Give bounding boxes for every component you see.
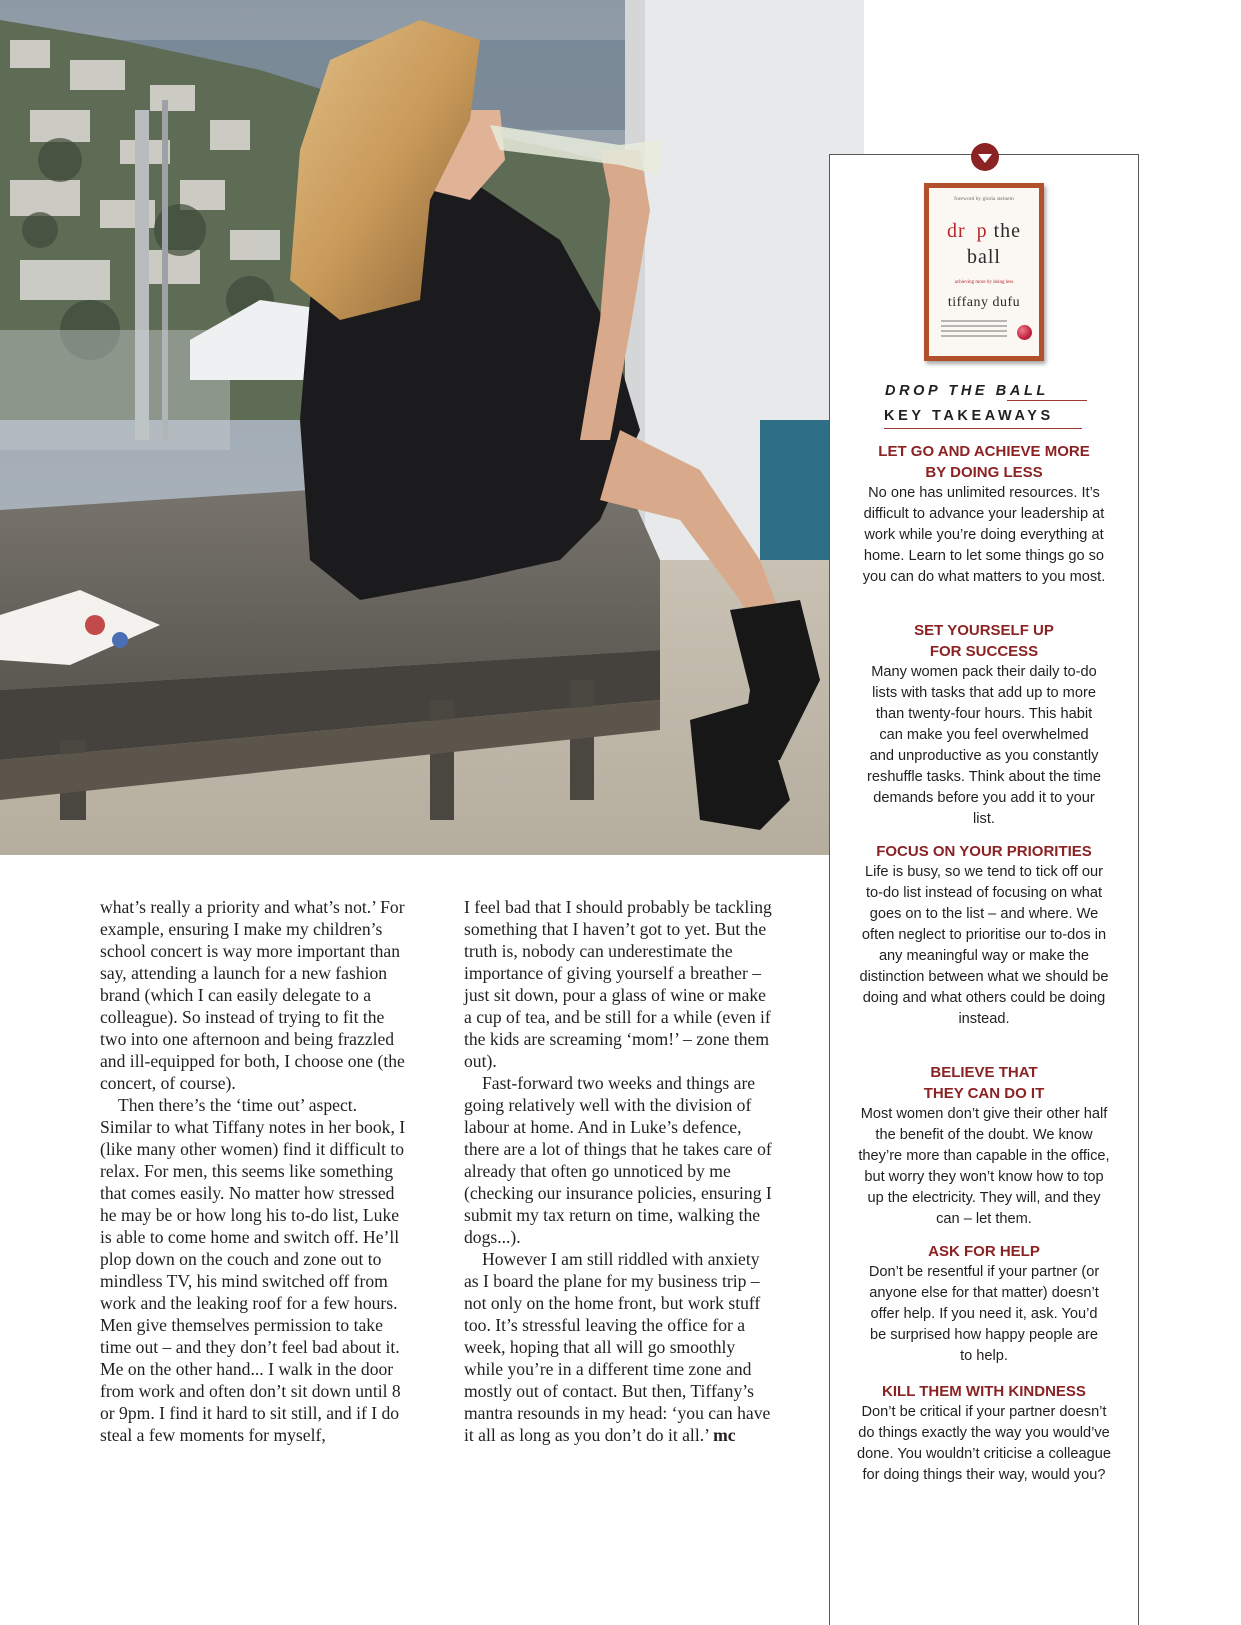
photo-illustration [0, 0, 864, 855]
sidebar-subtitle: KEY TAKEAWAYS [884, 408, 1054, 424]
article-paragraph: Fast-forward two weeks and things are going relatively well with the division of labour at home. And in Luke’s defence, there are a lot of things that he takes care of already that often go unnoticed by me (checking our insurance policies, ensuring I submit my tax return on time, walking the dogs...). [464, 1073, 772, 1247]
takeaway-6 [857, 1381, 1111, 1486]
hero-photo [0, 0, 864, 855]
article-paragraph [464, 1248, 776, 1446]
article-column-right [464, 896, 776, 1446]
takeaway-heading: LET GO AND ACHIEVE MORE BY DOING LESS [878, 443, 1090, 481]
book-title-line1: dr p the [946, 220, 1022, 242]
book-author: tiffany dufu [947, 295, 1021, 310]
ball-icon [1017, 325, 1032, 340]
takeaway-2 [857, 620, 1111, 830]
takeaway-body: Life is busy, so we tend to tick off our to-do list instead of focusing on what goes on to the list – and where. We often neglect to prioritise our to-dos in any meaningful way or make the distinction between what we should be doing and what others could be doing instead. [859, 864, 1109, 1027]
takeaway-5 [857, 1241, 1111, 1367]
takeaway-body: Don’t be critical if your partner doesn’t do things exactly the way you would’ve done. You wouldn’t criticise a colleague for doing things their way, would you? [857, 1404, 1111, 1483]
takeaway-3 [857, 841, 1111, 1030]
takeaway-1 [857, 441, 1111, 588]
book-subtitle: achieving more by doing less [954, 280, 1014, 285]
book-blurb-lines [941, 320, 1007, 340]
sidebar-title: DROP THE BALL [885, 383, 1049, 399]
takeaway-heading: BELIEVE THAT THEY CAN DO IT [923, 1064, 1045, 1102]
book-title-line2: ball [967, 246, 1001, 268]
signoff-initials: mc [713, 1425, 736, 1445]
article-paragraph-text: However I am still riddled with anxiety as I board the plane for my business trip – not only on the home front, but work stuff too. It’s stressful leaving the office for a week, hoping that all will go smoothly while you’re in a different time zone and mostly out of contact. But then, Tiffany’s mantra resounds in my head: ‘you can have it all as long as you don’t do it all.’ [464, 1249, 771, 1445]
takeaway-4 [857, 1062, 1111, 1230]
takeaway-body: Don’t be resentful if your partner (or anyone else for that matter) doesn’t offer help. If you need it, ask. You’d be surprised how happy people are to help. [868, 1264, 1100, 1364]
takeaway-body: Many women pack their daily to-do lists with tasks that add up to more than twenty-four hours. This habit can make you feel overwhelmed and unproductive as you constantly reshuffle tasks. Think about the time demands before you add it to your list. [867, 664, 1101, 827]
article-paragraph: what’s really a priority and what’s not.’ For example, ensuring I make my children’s school concert is way more important than say, attending a launch for a new fashion brand (which I can easily delegate to a colleague). So instead of trying to fit the two into one afternoon and being frazzled and ill-equipped for both, I choose one (the concert, of course). [100, 897, 405, 1093]
subtitle-rule [884, 428, 1082, 429]
article-paragraph: Then there’s the ‘time out’ aspect. Similar to what Tiffany notes in her book, I (like many other women) find it difficult to relax. For men, this seems like something that comes easily. No matter how stressed he may be or how long his to-do list, Luke is able to come home and switch off. He’ll plop down on the couch and zone out to mindless TV, his mind switched off from work and the leaking roof for a few hours. Men give themselves permission to take time out – and they don’t feel bad about it. Me on the other hand... I walk in the door from work and often don’t sit down until 8 or 9pm. I find it hard to sit still, and if I do steal a few moments for myself, [100, 1095, 406, 1445]
down-arrow-badge-icon [971, 143, 999, 171]
article-column-left [100, 896, 412, 1446]
takeaway-body: No one has unlimited resources. It’s difficult to advance your leadership at work while you’re doing everything at home. Learn to let some things go so you can do what matters to you most. [862, 485, 1106, 585]
takeaway-heading: KILL THEM WITH KINDNESS [882, 1383, 1086, 1400]
takeaway-heading: ASK FOR HELP [928, 1243, 1040, 1260]
title-rule [1007, 400, 1087, 401]
takeaway-heading: SET YOURSELF UP FOR SUCCESS [914, 622, 1054, 660]
takeaway-heading: FOCUS ON YOUR PRIORITIES [876, 843, 1092, 860]
book-cover [924, 183, 1044, 361]
book-foreword: foreword by gloria steinem [954, 196, 1014, 202]
article-paragraph: I feel bad that I should probably be tackling something that I haven’t got to yet. But the truth is, nobody can underestimate the importance of giving yourself a breather – just sit down, pour a glass of wine or make a cup of tea, and be still for a while (even if the kids are screaming ‘mom!’ – zone them out). [464, 897, 772, 1071]
takeaway-body: Most women don’t give their other half the benefit of the doubt. We know they’re more than capable in the office, but worry they won’t know how to top up the electricity. They will, and they can – let them. [858, 1106, 1110, 1227]
